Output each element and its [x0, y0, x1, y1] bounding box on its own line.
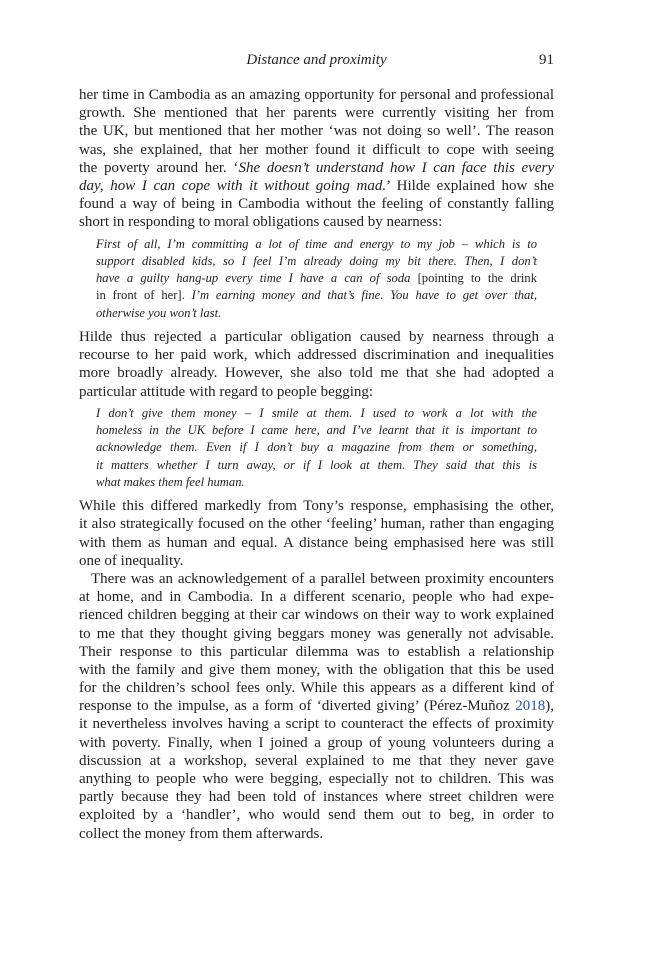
- text-line: found a way of being in Cambodia without the feeling of constantly falling: [79, 196, 554, 213]
- paragraph-3: [79, 497, 554, 570]
- text-line: collect the money from them afterwards.: [79, 825, 324, 842]
- running-head: Distance and proximity: [246, 52, 387, 68]
- text-line: recourse to her paid work, which addressed discrimination and inequalities: [79, 347, 554, 364]
- quote-line: [96, 270, 537, 287]
- text-line: While this differed markedly from Tony’s response, emphasising the other,: [79, 498, 554, 515]
- quote-run: have a guilty hang-up every time I have a can of soda: [96, 271, 411, 286]
- text-line: the UK, but mentioned that her mother ‘was not doing so well’. The reason: [79, 123, 554, 140]
- quote-line: [96, 287, 537, 304]
- citation-link[interactable]: 2018: [515, 698, 546, 715]
- text-line: with the family and give them money, with the obligation that this be used: [79, 661, 554, 678]
- text-line: her time in Cambodia as an amazing opportunity for personal and professional: [79, 87, 554, 103]
- text-line: anything to people who were begging, especially not to children. This was: [79, 771, 554, 788]
- text-line: There was an acknowledgement of a parallel between proximity encounters: [91, 570, 554, 587]
- text-line: with poverty. Finally, when I joined a group of young volunteers during a: [79, 734, 554, 751]
- quote-line: I don’t give them money – I smile at them. I used to work a lot with the: [96, 405, 537, 420]
- text-line: one of inequality.: [79, 552, 184, 569]
- body-text: [79, 86, 554, 843]
- text-line: particular attitude with regard to people begging:: [79, 383, 374, 400]
- text-line: to me that they thought giving beggars money was generally not advisable.: [79, 625, 554, 642]
- quote-line: it matters whether I turn away, or if I look at them. They said that this is: [96, 457, 537, 472]
- paragraph-1: [79, 86, 554, 232]
- text-line: discussion at a workshop, several explained to me that they never gave: [79, 752, 554, 769]
- text-line: exploited by a ‘handler’, who would send them out to beg, in order to: [79, 807, 554, 824]
- quoted-speech: She doesn’t understand how I can face this every: [238, 159, 554, 176]
- editorial-note: in front of her].: [96, 288, 192, 303]
- quote-line: support disabled kids, so I feel I’m already doing my bit there. Then, I don’t: [96, 253, 537, 268]
- text-line: short in responding to moral obligations caused by nearness:: [79, 214, 443, 231]
- editorial-note: [pointing to the drink: [410, 271, 537, 286]
- text-line: was, she explained, that her mother found it difficult to cope with seeing: [79, 141, 554, 158]
- page-number: 91: [539, 52, 554, 68]
- text-line: more broadly already. However, she also told me that she had adopted a: [79, 365, 554, 382]
- text-line: partly because they had been told of instances where street children were: [79, 789, 554, 806]
- quote-line: First of all, I’m committing a lot of time and energy to my job – which is to: [96, 236, 537, 251]
- text-line: [79, 159, 554, 177]
- quote-line: what makes them feel human.: [96, 474, 245, 489]
- text-run: response to the impulse, as a form of ‘diverted giving’ (Pérez-Muñoz: [79, 698, 516, 715]
- quote-line: acknowledge them. Even if I don’t buy a magazine from them or something,: [96, 440, 537, 455]
- text-line: at home, and in Cambodia. In a different scenario, people who had expe-: [79, 589, 554, 606]
- quoted-speech: day, how I can cope with it without going mad.: [79, 177, 387, 194]
- quote-line: otherwise you won’t last.: [96, 305, 222, 320]
- text-line: with them as human and equal. A distance being emphasised here was still: [79, 534, 554, 551]
- paragraph-4: [79, 570, 554, 843]
- text-line: [79, 177, 554, 195]
- text-run: ’ Hilde explained how she: [386, 177, 554, 194]
- quote-line: homeless in the UK before I came here, and I’ve learnt that it is important to: [96, 423, 537, 438]
- text-line: for the children’s school fees only. While this appears as a different kind of: [79, 680, 554, 697]
- text-line: [79, 697, 554, 715]
- text-line: it nevertheless involves having a script to counteract the effects of proximity: [79, 716, 554, 733]
- text-line: Hilde thus rejected a particular obligation caused by nearness through a: [79, 328, 554, 345]
- paragraph-2: [79, 328, 554, 401]
- quote-run: I’m earning money and that’s fine. You have to get over that,: [191, 288, 537, 303]
- text-line: it also strategically focused on the other ‘feeling’ human, rather than engaging: [79, 516, 554, 533]
- block-quote-1: [79, 236, 537, 322]
- text-line: growth. She mentioned that her parents were currently visiting her from: [79, 105, 554, 122]
- page-header: [79, 50, 554, 70]
- block-quote-2: [79, 405, 537, 491]
- text-line: Their response to this particular dilemma was to establish a relationship: [79, 643, 554, 660]
- text-run: the poverty around her. ‘: [79, 159, 239, 176]
- text-line: rienced children begging at their car windows on their way to work explained: [79, 607, 554, 624]
- text-run: ),: [545, 698, 554, 715]
